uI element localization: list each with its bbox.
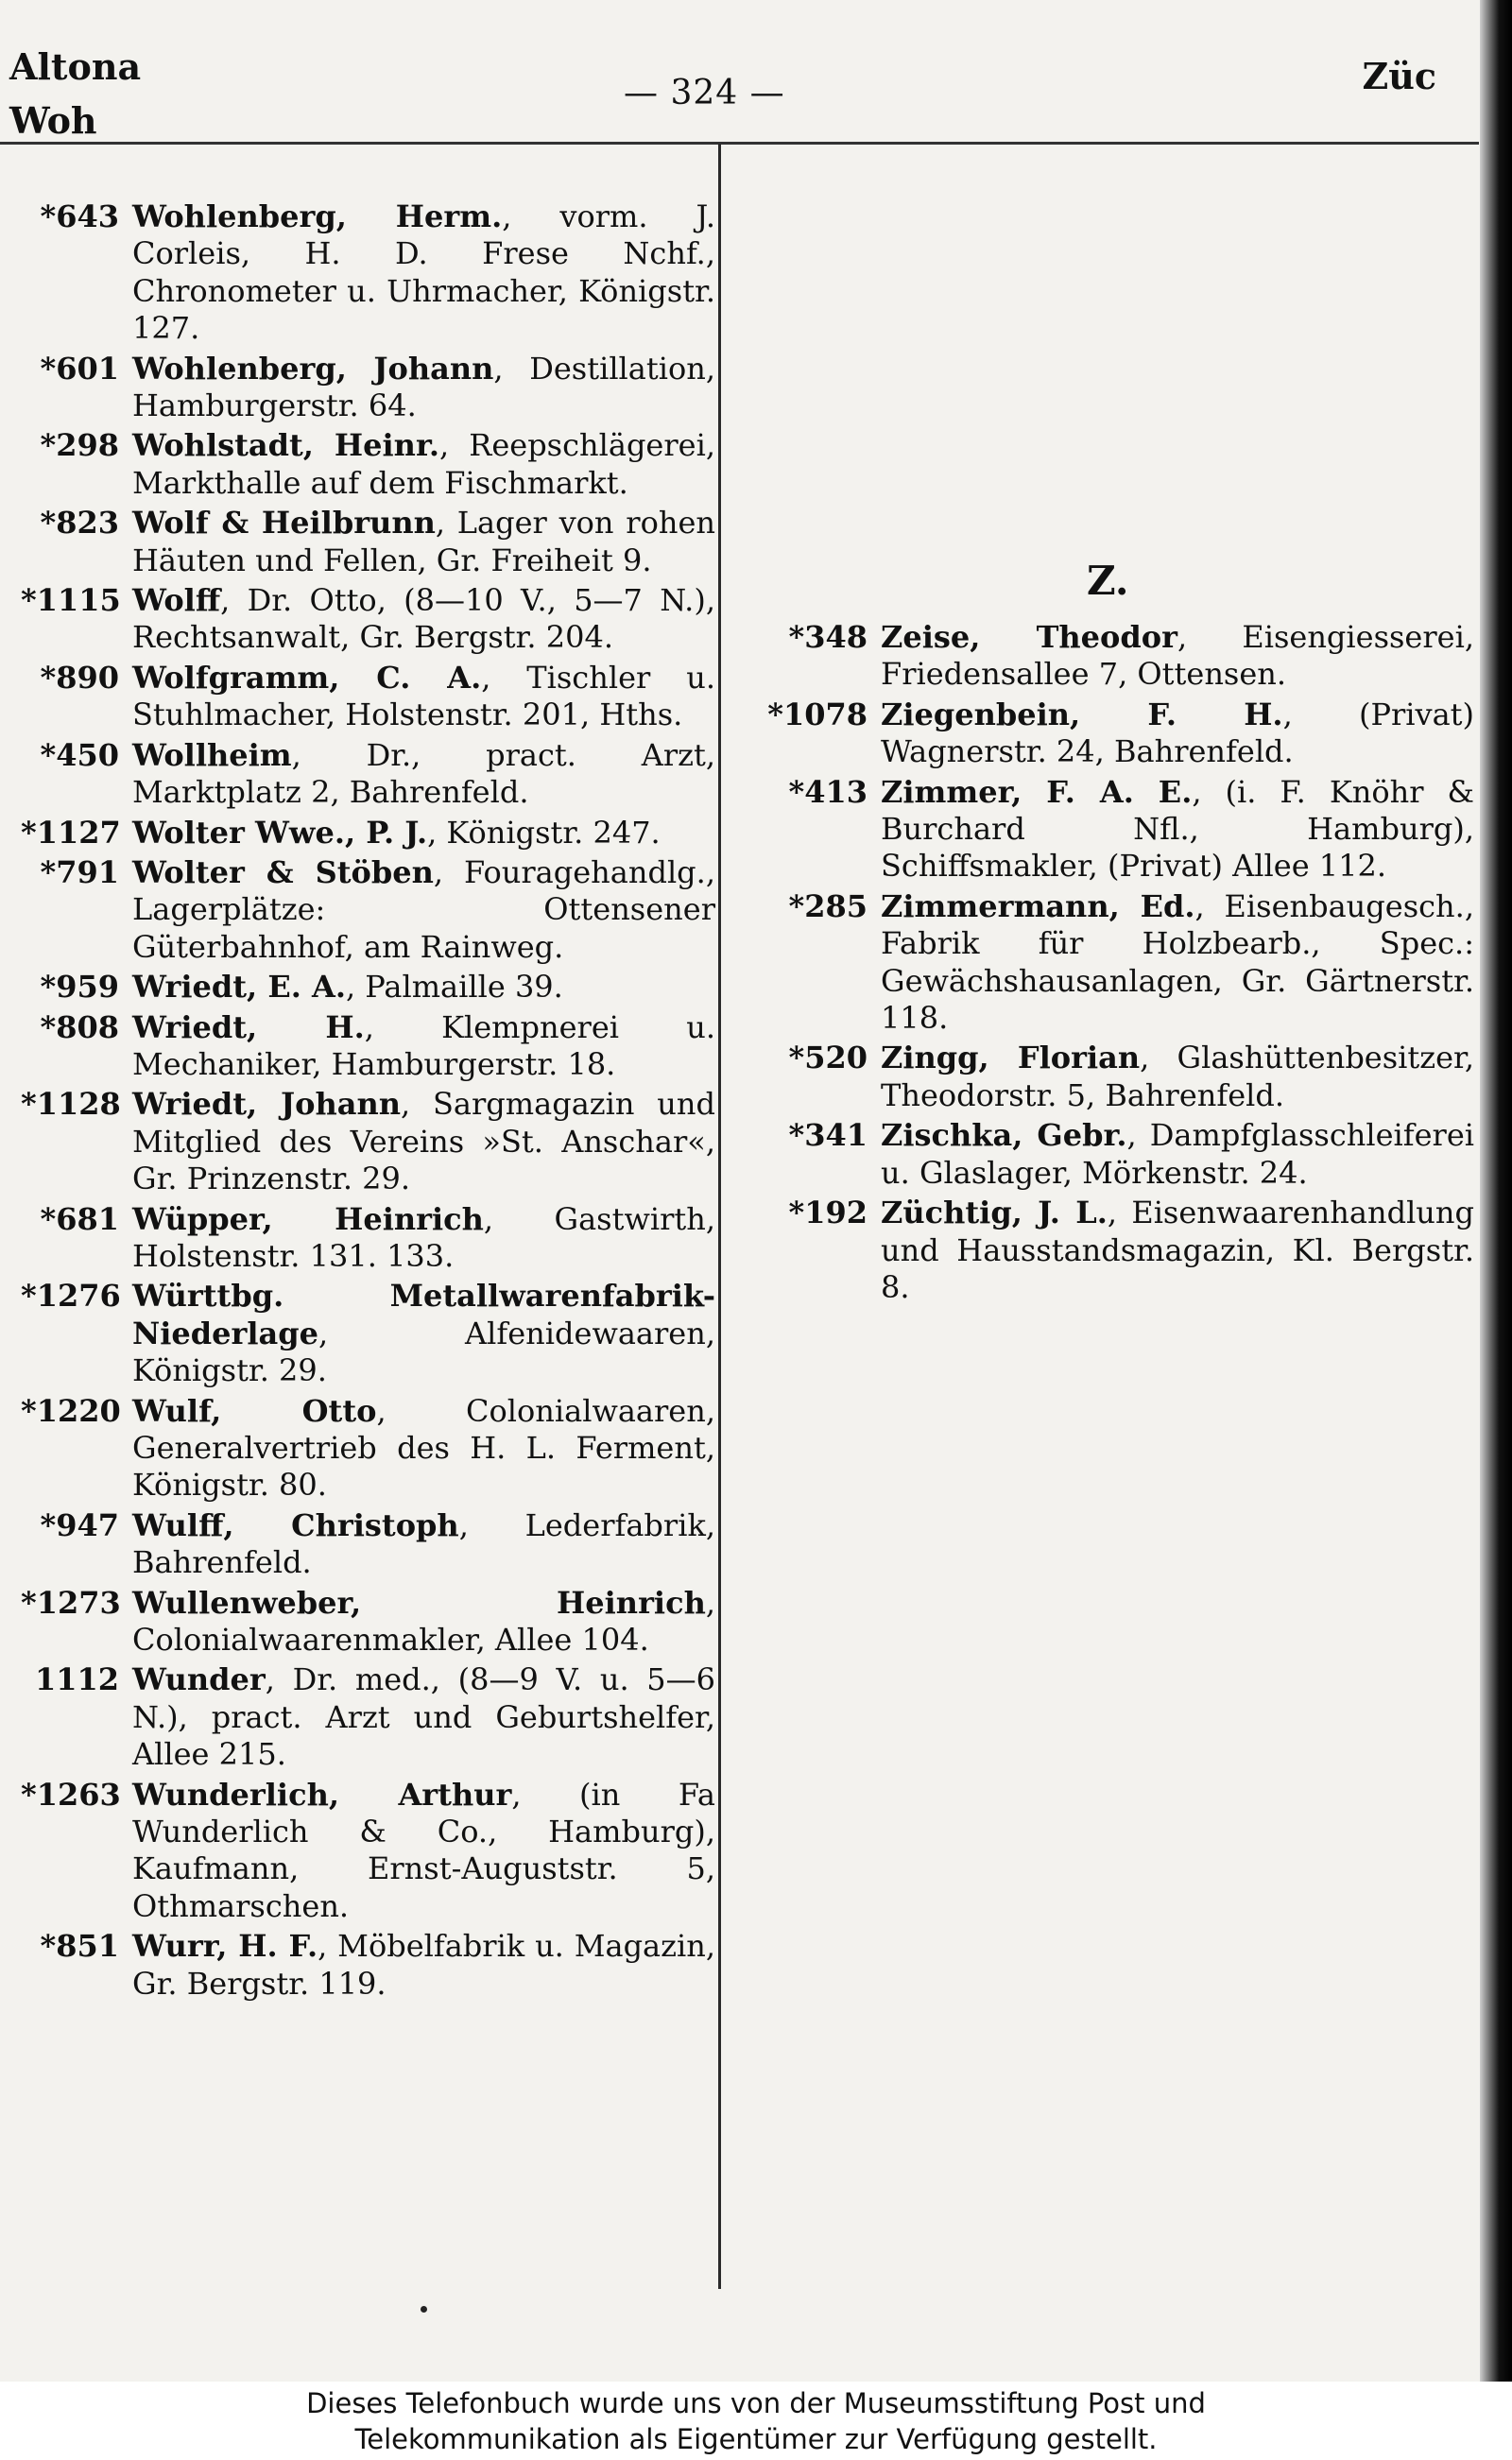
entry-phone-number: *1263 xyxy=(21,1776,121,1813)
header-left-line2: Woh xyxy=(9,99,97,142)
entry-name: Zimmermann, Ed. xyxy=(881,887,1195,924)
entry-name: Züchtig, J. L. xyxy=(881,1195,1108,1231)
section-title-z: Z. xyxy=(1087,558,1129,604)
entry-phone-number: *601 xyxy=(40,350,119,387)
entry-details: , vorm. J. Corleis, H. D. Frese Nchf., Chronometer u. Uhrmacher, Königstr. 127. xyxy=(132,198,715,347)
entry-phone-number: *348 xyxy=(788,619,868,655)
entry-details: , Eisenwaarenhandlung und Hausstandsmagazin, Kl. Bergstr. 8. xyxy=(881,1195,1475,1305)
page-number: — 324 — xyxy=(624,74,785,112)
directory-entry xyxy=(756,1195,1474,1306)
entry-name: Wriedt, E. A. xyxy=(132,969,346,1006)
directory-entry xyxy=(21,815,715,852)
entry-phone-number: *947 xyxy=(40,1506,119,1543)
entry-phone-number: *1078 xyxy=(767,696,868,732)
entry-phone-number: *791 xyxy=(40,853,119,890)
entry-text xyxy=(132,1661,715,1773)
directory-entry xyxy=(21,1928,715,2003)
entry-name: Wulf, Otto xyxy=(132,1392,377,1429)
header-right: Züc xyxy=(1362,55,1436,97)
entry-name: Wunder xyxy=(132,1661,266,1698)
entry-name: Wunderlich, Arthur xyxy=(132,1776,512,1813)
entry-name: Wollheim xyxy=(132,736,292,773)
entry-phone-number: *890 xyxy=(40,659,119,696)
entry-name: Wolter & Stöben xyxy=(132,853,434,890)
directory-entry xyxy=(21,1086,715,1197)
entry-text xyxy=(132,1585,715,1660)
entry-name: Wolfgramm, C. A. xyxy=(132,659,482,696)
directory-entry xyxy=(756,619,1474,694)
entry-details: , (Privat) Wagnerstr. 24, Bahrenfeld. xyxy=(881,696,1474,770)
entry-details: , Lederfabrik, Bahrenfeld. xyxy=(132,1506,716,1581)
entry-text xyxy=(132,1507,715,1582)
entry-details: , Destillation, Hamburgerstr. 64. xyxy=(132,350,715,424)
entry-text xyxy=(132,660,715,734)
entry-phone-number: *1276 xyxy=(21,1278,121,1315)
entry-details: , Eisengiesserei, Friedensallee 7, Ottensen. xyxy=(881,619,1474,693)
entry-details: , Gastwirth, Holstenstr. 131. 133. xyxy=(132,1200,715,1274)
directory-entry xyxy=(21,1009,715,1084)
header-rule xyxy=(0,142,1479,145)
directory-entry xyxy=(21,1201,715,1276)
footer-line1: Dieses Telefonbuch wurde uns von der Museumsstiftung Post und xyxy=(306,2387,1206,2419)
printer-dot xyxy=(421,2306,427,2313)
entry-text xyxy=(132,427,715,502)
entry-phone-number: *341 xyxy=(788,1117,868,1154)
entry-name: Wohlenberg, Johann xyxy=(132,350,494,387)
entry-text xyxy=(132,737,715,812)
entry-phone-number: *643 xyxy=(40,198,119,234)
entry-details: , Dampfglasschleiferei u. Glaslager, Mörkenstr. 24. xyxy=(881,1117,1475,1191)
entry-details: , Klempnerei u. Mechaniker, Hamburgerstr. 18. xyxy=(132,1008,715,1082)
directory-entry xyxy=(21,1507,715,1582)
entry-phone-number: *1220 xyxy=(21,1392,121,1429)
entry-text xyxy=(881,1117,1474,1192)
directory-entry xyxy=(21,198,715,348)
entry-name: Zingg, Florian xyxy=(881,1040,1141,1076)
entry-text xyxy=(132,1777,715,1926)
directory-entry xyxy=(21,660,715,734)
entry-name: Wolter Wwe., P. J. xyxy=(132,814,428,851)
directory-entry xyxy=(21,854,715,966)
entry-text xyxy=(132,505,715,579)
directory-entry xyxy=(21,427,715,502)
entry-name: Zischka, Gebr. xyxy=(881,1117,1127,1154)
entry-details: , Glashüttenbesitzer, Theodorstr. 5, Bahrenfeld. xyxy=(881,1040,1475,1113)
page-edge-shadow xyxy=(1480,0,1512,2382)
entry-text xyxy=(132,1393,715,1505)
entry-text xyxy=(881,888,1474,1038)
entry-phone-number: *285 xyxy=(788,887,868,924)
header-left-line1: Altona xyxy=(9,45,142,88)
column-divider xyxy=(718,144,721,2289)
entry-text xyxy=(881,1195,1474,1306)
entry-text xyxy=(132,1086,715,1197)
entry-phone-number: *1273 xyxy=(21,1584,121,1621)
footer-notice xyxy=(0,2382,1512,2460)
entry-details: , Palmaille 39. xyxy=(345,969,563,1006)
entry-phone-number: *851 xyxy=(40,1928,119,1965)
entry-details: , Sargmagazin und Mitglied des Vereins »St. Anschar«, Gr. Prinzenstr. 29. xyxy=(132,1086,716,1197)
directory-entry xyxy=(756,774,1474,886)
entry-text xyxy=(132,854,715,966)
directory-entry xyxy=(21,1585,715,1660)
entry-details: , Möbelfabrik u. Magazin, Gr. Bergstr. 119. xyxy=(132,1928,716,2002)
entry-phone-number: *450 xyxy=(40,736,119,773)
entry-text xyxy=(881,774,1474,886)
entry-name: Wriedt, H. xyxy=(132,1008,365,1045)
entry-text xyxy=(132,969,715,1006)
entry-phone-number: *1127 xyxy=(21,814,121,851)
entry-details: , Dr. med., (8—9 V. u. 5—6 N.), pract. Arzt und Geburtshelfer, Allee 215. xyxy=(132,1661,715,1773)
entry-text xyxy=(132,1278,715,1389)
entry-text xyxy=(132,351,715,425)
entry-details: , Dr. Otto, (8—10 V., 5—7 N.), Rechtsanwalt, Gr. Bergstr. 204. xyxy=(132,582,715,656)
entry-name: Ziegenbein, F. H. xyxy=(881,696,1283,732)
entry-phone-number: *520 xyxy=(788,1040,868,1076)
entry-text xyxy=(132,815,715,852)
entry-details: , Reepschlägerei, Markthalle auf dem Fischmarkt. xyxy=(132,427,716,501)
entry-phone-number: *823 xyxy=(40,505,119,542)
entry-text xyxy=(881,1040,1474,1114)
entry-text xyxy=(132,1201,715,1276)
directory-entry xyxy=(21,1661,715,1773)
directory-entry xyxy=(756,1040,1474,1114)
entry-name: Wolff xyxy=(132,582,221,619)
entry-name: Wriedt, Johann xyxy=(132,1086,401,1123)
entry-details: , Colonialwaaren, Generalvertrieb des H. L. Ferment, Königstr. 80. xyxy=(132,1392,715,1504)
directory-entry xyxy=(756,1117,1474,1192)
entry-phone-number: *959 xyxy=(40,969,119,1006)
entry-name: Wolf & Heilbrunn xyxy=(132,505,436,542)
directory-entry xyxy=(21,505,715,579)
entry-phone-number: *298 xyxy=(40,427,119,464)
entry-phone-number: *681 xyxy=(40,1200,119,1237)
entry-text xyxy=(132,582,715,657)
entry-details: , Lager von rohen Häuten und Fellen, Gr. Freiheit 9. xyxy=(132,505,715,578)
entry-name: Zimmer, F. A. E. xyxy=(881,773,1193,810)
entry-name: Württbg. Metallwarenfabrik-Niederlage xyxy=(132,1278,715,1351)
directory-entry xyxy=(21,969,715,1006)
right-column xyxy=(756,619,1474,1309)
entry-name: Wurr, H. F. xyxy=(132,1928,318,1965)
entry-name: Wüpper, Heinrich xyxy=(132,1200,484,1237)
entry-name: Wohlenberg, Herm. xyxy=(132,198,503,234)
entry-name: Wulff, Christoph xyxy=(132,1506,459,1543)
directory-entry xyxy=(21,1777,715,1926)
entry-name: Wullenweber, Heinrich xyxy=(132,1584,706,1621)
footer-line2: Telekommunikation als Eigentümer zur Verfügung gestellt. xyxy=(354,2423,1158,2455)
entry-details: , Alfenidewaaren, Königstr. 29. xyxy=(132,1315,715,1389)
entry-details: , Königstr. 247. xyxy=(427,814,661,851)
entry-phone-number: *1115 xyxy=(21,582,121,619)
entry-details: , Dr., pract. Arzt, Marktplatz 2, Bahrenfeld. xyxy=(132,736,715,811)
entry-details: , Eisenbaugesch., Fabrik für Holzbearb., Spec.: Gewächshausanlagen, Gr. Gärtnerstr. 118. xyxy=(881,887,1474,1037)
directory-entry xyxy=(21,582,715,657)
left-column xyxy=(21,198,715,2005)
entry-text xyxy=(132,1928,715,2003)
entry-text xyxy=(881,619,1474,694)
entry-details: , Tischler u. Stuhlmacher, Holstenstr. 201, Hths. xyxy=(132,659,716,733)
entry-phone-number: *1128 xyxy=(21,1086,121,1123)
entry-text xyxy=(132,198,715,348)
entry-details: , (i. F. Knöhr & Burchard Nfl., Hamburg), Schiffsmakler, (Privat) Allee 112. xyxy=(881,773,1475,885)
entry-text xyxy=(881,697,1474,771)
entry-details: , (in Fa Wunderlich & Co., Hamburg), Kaufmann, Ernst-Auguststr. 5, Othmarschen. xyxy=(132,1776,715,1924)
entry-phone-number: *192 xyxy=(788,1195,868,1231)
entry-name: Zeise, Theodor xyxy=(881,619,1177,655)
entry-phone-number: *808 xyxy=(40,1008,119,1045)
entry-details: , Colonialwaarenmakler, Allee 104. xyxy=(132,1584,715,1659)
directory-entry xyxy=(21,1393,715,1505)
entry-name: Wohlstadt, Heinr. xyxy=(132,427,440,464)
directory-entry xyxy=(756,888,1474,1038)
entry-phone-number: *413 xyxy=(788,773,868,810)
entry-text xyxy=(132,1009,715,1084)
directory-entry xyxy=(21,737,715,812)
directory-entry xyxy=(756,697,1474,771)
directory-entry xyxy=(21,1278,715,1389)
entry-phone-number: 1112 xyxy=(34,1661,119,1698)
entry-details: , Fouragehandlg., Lagerplätze: Ottensener Güterbahnhof, am Rainweg. xyxy=(132,853,716,965)
directory-entry xyxy=(21,351,715,425)
